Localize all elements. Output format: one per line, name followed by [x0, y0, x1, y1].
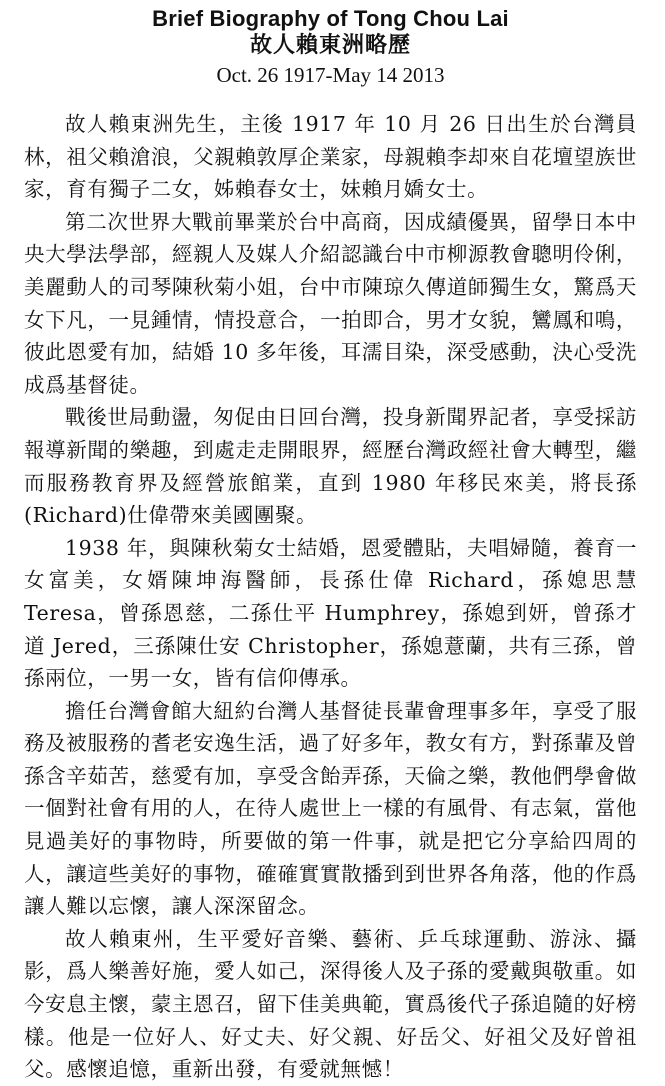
paragraph-legacy: 故人賴東州，生平愛好音樂、藝術、乒乓球運動、游泳、攝影，爲人樂善好施，愛人如己，深得後人及子孫的愛戴與敬重。如今安息主懷，蒙主恩召，留下佳美典範，實爲後代子孫追隨的好榜樣。他是一位好人、好丈夫、好父親、好岳父、好祖父及好曾祖父。感懷追憶，重新出發，有愛就無憾！: [24, 926, 637, 1082]
paragraph-career: 戰後世局動盪，匆促由日回台灣，投身新聞界記者，享受採訪報導新聞的樂趣，到處走走開眼界，經歷台灣政經社會大轉型，繼而服務教育界及經營旅館業，直到 1980 年移民來美，將長孫(Richard)仕偉帶來美國團聚。: [24, 405, 637, 528]
paragraph-family: 1938 年，與陳秋菊女士結婚，恩愛體貼，夫唱婦隨，養育一女富美，女婿陳坤海醫師，長孫仕偉 Richard，孫媳思慧 Teresa，曾孫恩慈，二孫仕平 Humphrey，孫媳到妍，曾孫才道 Jered，三孫陳仕安 Christopher，孫媳薏蘭，共有三孫，曾孫兩位，一男一女，皆有信仰傳承。: [24, 535, 637, 691]
title-english: Brief Biography of Tong Chou Lai: [152, 6, 509, 31]
biography-body: [24, 108, 637, 1086]
life-dates: Oct. 26 1917-May 14 2013: [216, 63, 445, 87]
paragraph-birth: 故人賴東洲先生，主後 1917 年 10 月 26 日出生於台灣員林，祖父賴滄浪，父親賴敦厚企業家，母親賴李却來自花壇望族世家，育有獨子二女，姊賴春女士，妹賴月嬌女士。: [24, 112, 637, 202]
title-chinese: 故人賴東洲略歷: [249, 33, 411, 58]
paragraph-service: 擔任台灣會館大紐約台灣人基督徒長輩會理事多年，享受了服務及被服務的耆老安逸生活，過了好多年，教女有方，對孫輩及曾孫含辛茹苦，慈愛有加，享受含飴弄孫，天倫之樂，教他們學會做一個對社會有用的人，在待人處世上一樣的有風骨、有志氣，當他見過美好的事物時，所要做的第一件事，就是把它分享給四周的人，讓這些美好的事物，確確實實散播到到世界各角落，他的作爲讓人難以忘懷，讓人深深留念。: [24, 698, 637, 919]
paragraph-education: 第二次世界大戰前畢業於台中高商，因成績優異，留學日本中央大學法學部，經親人及媒人介紹認識台中市柳源教會聰明伶俐，美麗動人的司琴陳秋菊小姐，台中市陳琼久傳道師獨生女，驚爲天女下凡，一見鍾情，情投意合，一拍即合，男才女貌，鸞鳳和鳴，彼此恩愛有加，結婚 10 多年後，耳濡目染，深受感動，決心受洗成爲基督徒。: [24, 209, 637, 397]
